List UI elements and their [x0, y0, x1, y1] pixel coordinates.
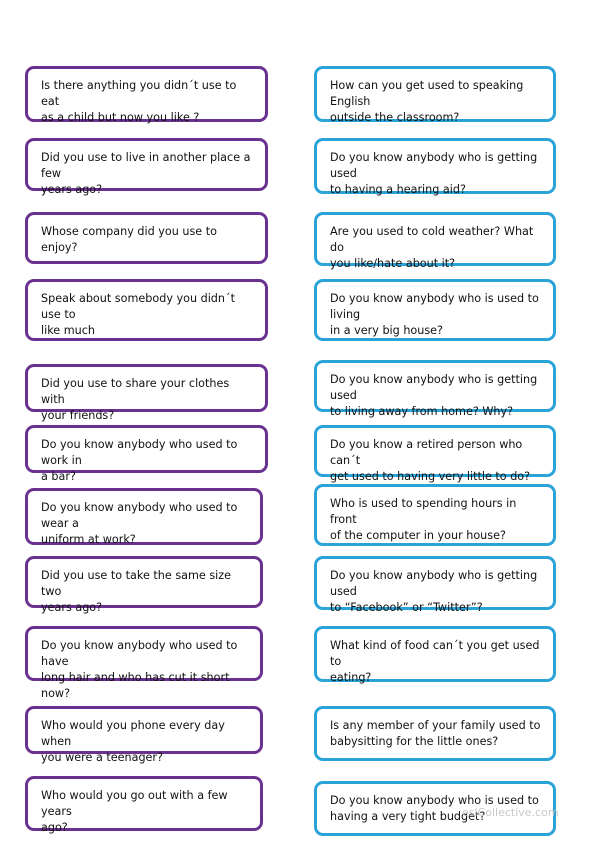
card-line: to “Facebook” or “Twitter”?: [330, 601, 483, 614]
card-line: Whose company did you use to enjoy?: [41, 225, 217, 254]
question-card: [25, 556, 263, 614]
card-line: years ago?: [41, 183, 103, 196]
question-card: [25, 66, 268, 122]
question-card: [314, 212, 556, 270]
card-line: Do you know anybody who is getting used: [330, 569, 538, 598]
card-line: uniform at work?: [41, 533, 136, 546]
question-card: [25, 138, 268, 196]
card-line: Are you used to cold weather? What do: [330, 225, 534, 254]
question-card: [25, 425, 268, 483]
question-card: [314, 425, 556, 483]
card-line: to living away from home? Why?: [330, 405, 514, 418]
question-card: [25, 488, 263, 545]
card-line: get used to having very little to do?: [330, 470, 531, 483]
question-card: [314, 706, 556, 761]
card-line: years ago?: [41, 601, 103, 614]
card-line: Who is used to spending hours in front: [330, 497, 517, 526]
card-line: Do you know anybody who is used to living: [330, 292, 539, 321]
card-line: having a very tight budget?: [330, 810, 486, 823]
card-line: babysitting for the little ones?: [330, 735, 499, 748]
card-line: your friends?: [41, 409, 115, 422]
card-line: Is there anything you didn´t use to eat: [41, 79, 237, 108]
card-line: a bar?: [41, 470, 76, 483]
question-card: [314, 66, 556, 122]
card-line: in a very big house?: [330, 324, 443, 337]
question-card: [25, 706, 263, 764]
card-line: Do you know anybody who used to have: [41, 639, 238, 668]
question-card: [314, 138, 556, 194]
card-line: Do you know anybody who is getting used: [330, 373, 538, 402]
question-card: [314, 279, 556, 341]
question-card: [314, 626, 556, 682]
card-line: like much: [41, 324, 95, 337]
card-line: How can you get used to speaking English: [330, 79, 524, 108]
card-line: to having a hearing aid?: [330, 183, 466, 196]
question-card: [25, 364, 268, 422]
card-line: you like/hate about it?: [330, 257, 456, 270]
card-line: Did you use to live in another place a few: [41, 151, 251, 180]
question-card: [314, 484, 556, 546]
card-line: Do you know anybody who is getting used: [330, 151, 538, 180]
card-line: ago?: [41, 821, 68, 834]
card-line: as a child but now you like ?: [41, 111, 200, 124]
question-card: [314, 556, 556, 614]
card-line: Do you know anybody who used to wear a: [41, 501, 238, 530]
card-line: Is any member of your family used to: [330, 719, 541, 732]
card-line: outside the classroom?: [330, 111, 460, 124]
question-card: [25, 212, 268, 264]
card-line: Do you know a retired person who can´t: [330, 438, 523, 467]
question-card: [25, 279, 268, 341]
question-card: [25, 626, 263, 700]
card-line: Did you use to take the same size two: [41, 569, 232, 598]
card-line: Do you know anybody who is used to: [330, 794, 539, 807]
card-line: Who would you phone every day when: [41, 719, 225, 748]
card-line: What kind of food can´t you get used to: [330, 639, 540, 668]
card-line: of the computer in your house?: [330, 529, 506, 542]
watermark: eslCollective.com: [462, 806, 559, 819]
card-line: Who would you go out with a few years: [41, 789, 228, 818]
card-line: eating?: [330, 671, 372, 684]
question-card: [314, 360, 556, 418]
question-card: [314, 781, 556, 836]
card-line: Do you know anybody who used to work in: [41, 438, 238, 467]
card-line: you were a teenager?: [41, 751, 163, 764]
card-line: Speak about somebody you didn´t use to: [41, 292, 235, 321]
question-card: [25, 776, 263, 834]
card-line: long hair and who has cut it short now?: [41, 671, 230, 700]
card-line: Did you use to share your clothes with: [41, 377, 230, 406]
